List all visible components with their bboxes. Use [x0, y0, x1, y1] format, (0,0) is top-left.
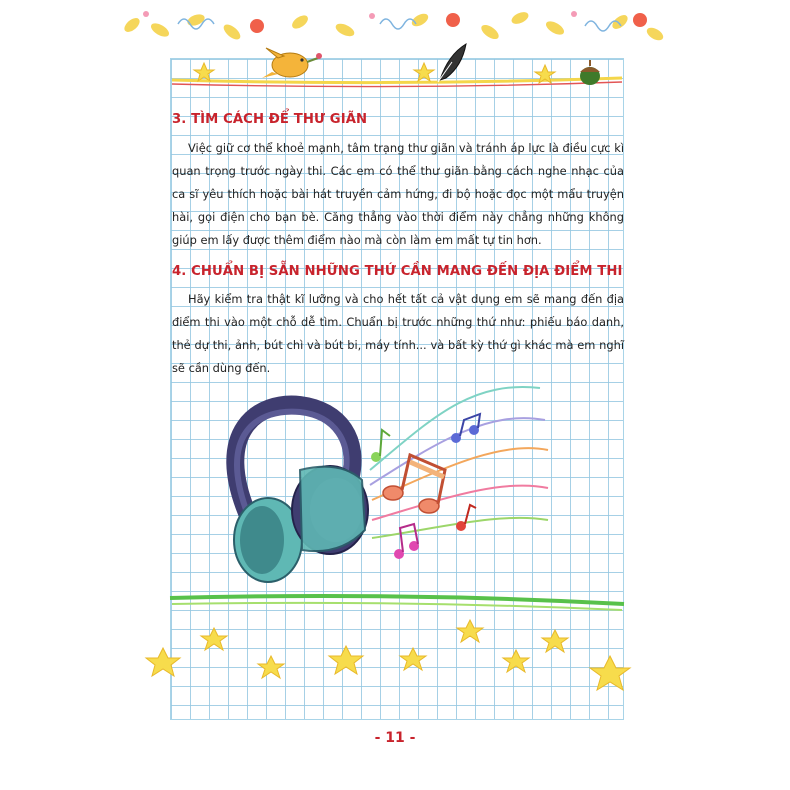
page-number: - 11 -	[374, 730, 416, 746]
section-4-paragraph: Hãy kiểm tra thật kĩ lưỡng và cho hết tất cả vật dụng em sẽ mang đến địa điểm thi vào một chỗ dễ tìm. Chuẩn bị trước những thứ như: phiếu báo danh, thẻ dự thi, ảnh, bút chì và bút bi, máy tính... và bất kỳ thứ gì khác mà em nghĩ sẽ cần dùng đến.	[172, 292, 624, 375]
section-3-heading: 3. TÌM CÁCH ĐỂ THƯ GIÃN	[172, 112, 368, 127]
heart-icon	[143, 11, 577, 19]
top-decoration-border	[0, 0, 790, 60]
section-4-heading: 4. CHUẨN BỊ SẴN NHỮNG THỨ CẦN MANG ĐẾN ĐỊA ĐIỂM THI	[172, 264, 623, 279]
section-3-paragraph: Việc giữ cơ thể khoẻ mạnh, tâm trạng thư giãn và tránh áp lực là điều cực kì quan trọng trước ngày thi. Các em có thể thư giãn bằng cách nghe nhạc của ca sĩ yêu thích hoặc bài hát truyền cảm hứng, đi bộ hoặc đọc một mẩu truyện hài, gọi điện cho bạn bè. Căng thẳng vào thời điểm này chẳng những không giúp em lấy được thêm điểm nào mà còn làm em mất tự tin hơn.	[172, 141, 624, 247]
